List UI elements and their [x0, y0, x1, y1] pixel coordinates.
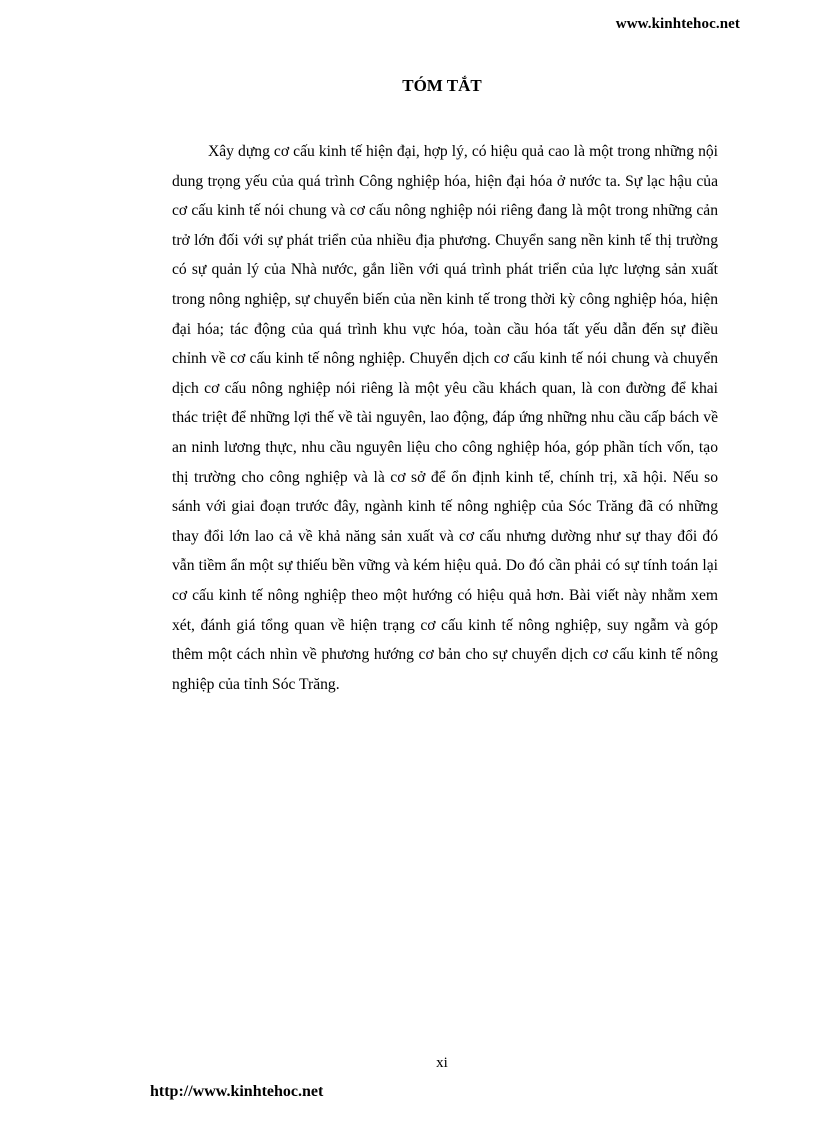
header-website-url: www.kinhtehoc.net — [615, 16, 740, 32]
page-title: TÓM TẮT — [402, 76, 482, 95]
abstract-paragraph: Xây dựng cơ cấu kinh tế hiện đại, hợp lý, có hiệu quả cao là một trong những nội dung trọng yếu của quá trình Công nghiệp hóa, hiện đại hóa ở nước ta. Sự lạc hậu của cơ cấu kinh tế nói chung và cơ cấu nông nghiệp nói riêng đang là một trong những cản trở lớn đối với sự phát triển của nhiều địa phương. Chuyển sang nền kinh tế thị trường có sự quản lý của Nhà nước, gắn liền với quá trình phát triển của lực lượng sản xuất trong nông nghiệp, sự chuyển biến của nền kinh tế trong thời kỳ công nghiệp hóa, hiện đại hóa; tác động của quá trình khu vực hóa, toàn cầu hóa tất yếu dẫn đến sự điều chỉnh về cơ cấu kinh tế nông nghiệp. Chuyển dịch cơ cấu kinh tế nói chung và chuyển dịch cơ cấu nông nghiệp nói riêng là một yêu cầu khách quan, là con đường để khai thác triệt để những lợi thế về tài nguyên, lao động, đáp ứng những nhu cầu cấp bách về an ninh lương thực, nhu cầu nguyên liệu cho công nghiệp hóa, góp phần tích vốn, tạo thị trường cho công nghiệp và là cơ sở để ổn định kinh tế, chính trị, xã hội. Nếu so sánh với giai đoạn trước đây, ngành kinh tế nông nghiệp của Sóc Trăng đã có những thay đổi lớn lao cả về khả năng sản xuất và cơ cấu nhưng dường như sự thay đổi đó vẫn tiềm ẩn một sự thiếu bền vững và kém hiệu quả. Do đó cần phải có sự tính toán lại cơ cấu kinh tế nông nghiệp theo một hướng có hiệu quả hơn. Bài viết này nhằm xem xét, đánh giá tổng quan về hiện trạng cơ cấu kinh tế nông nghiệp, suy ngẫm và góp thêm một cách nhìn về phương hướng cơ bản cho sự chuyển dịch cơ cấu kinh tế nông nghiệp của tỉnh Sóc Trăng. — [172, 143, 718, 693]
page-number: xi — [436, 1055, 448, 1071]
footer-website-url: http://www.kinhtehoc.net — [150, 1083, 324, 1100]
